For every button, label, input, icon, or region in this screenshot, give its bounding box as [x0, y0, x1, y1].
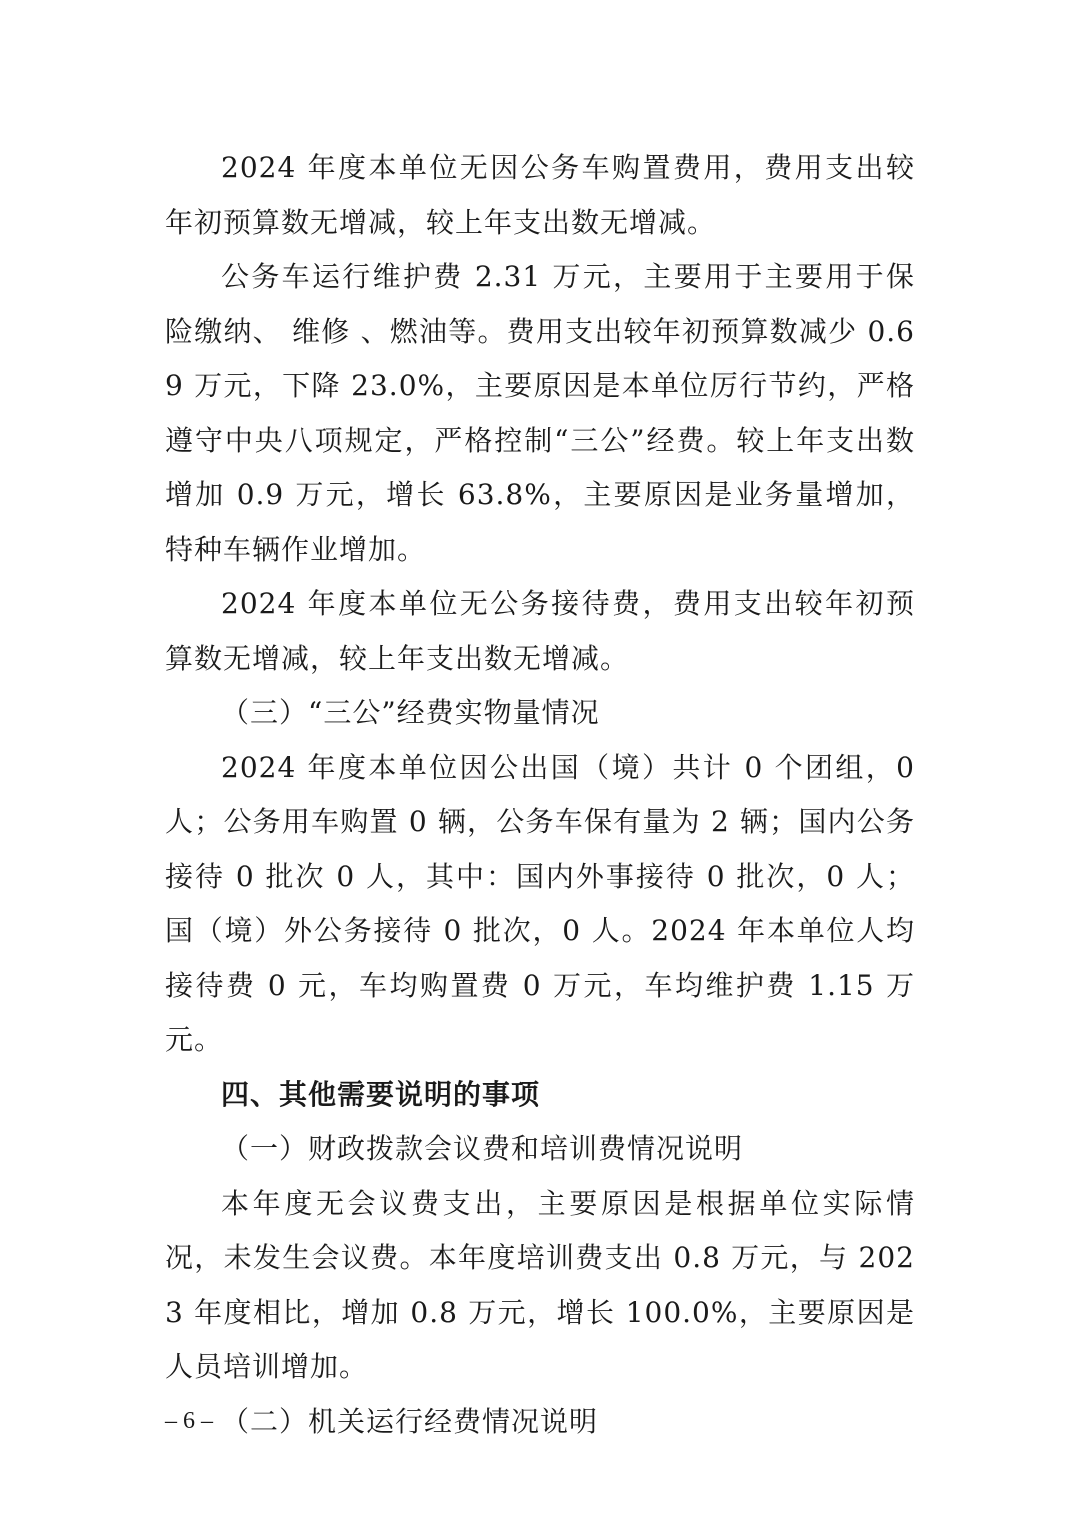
paragraph-vehicle-maintenance: 公务车运行维护费 2.31 万元，主要用于主要用于保险缴纳、 维修 、燃油等。费用支出较年初预算数减少 0.69 万元，下降 23.0%，主要原因是本单位厉行节约，严格遵守中央八项规定，严格控制“三公”经费。较上年支出数增加 0.9 万元，增长 63.8%，主要原因是业务量增加，特种车辆作业增加。 — [165, 260, 915, 566]
document-body — [165, 141, 915, 1449]
section-heading-physical-quantity: （三）“三公”经费实物量情况 — [221, 696, 600, 729]
paragraph-physical-quantity: 2024 年度本单位因公出国（境）共计 0 个团组，0 人；公务用车购置 0 辆，公务车保有量为 2 辆；国内公务接待 0 批次 0 人，其中：国内外事接待 0 批次，0 人；国（境）外公务接待 0 批次，0 人。2024 年本单位人均接待费 0 元，车均购置费 0 万元，车均维护费 1.15 万元。 — [165, 750, 915, 1056]
section-heading-operating-expenses: （二）机关运行经费情况说明 — [221, 1404, 599, 1438]
paragraph-vehicle-purchase: 2024 年度本单位无因公务车购置费用，费用支出较年初预算数无增减，较上年支出数无增减。 — [165, 151, 915, 239]
section-heading-other-matters: 四、其他需要说明的事项 — [221, 1077, 541, 1111]
page-number: – 6 – — [165, 1408, 213, 1434]
section-heading-meeting-training: （一）财政拨款会议费和培训费情况说明 — [221, 1132, 744, 1165]
paragraph-official-reception: 2024 年度本单位无公务接待费，费用支出较年初预算数无增减，较上年支出数无增减。 — [165, 587, 915, 675]
paragraph-meeting-training: 本年度无会议费支出，主要原因是根据单位实际情况，未发生会议费。本年度培训费支出 0.8 万元，与 2023 年度相比，增加 0.8 万元，增长 100.0%，主要原因是人员培训增加。 — [165, 1186, 915, 1383]
